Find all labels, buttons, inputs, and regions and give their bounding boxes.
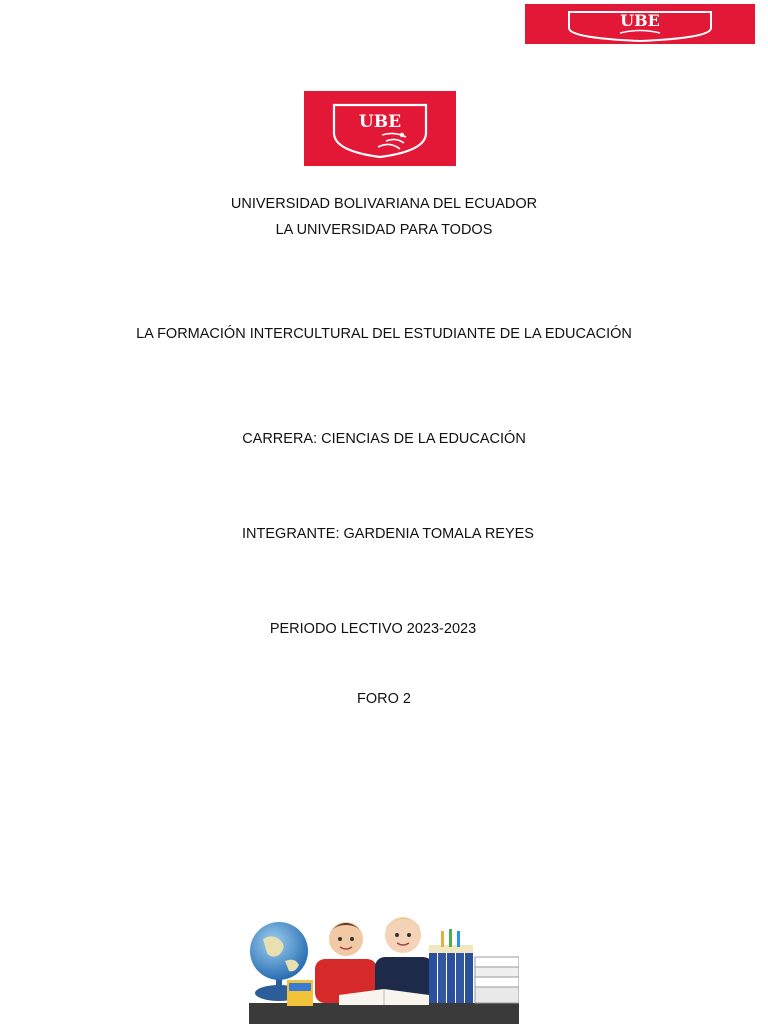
career-line: CARRERA: CIENCIAS DE LA EDUCACIÓN [242, 431, 526, 447]
university-name: UNIVERSIDAD BOLIVARIANA DEL ECUADOR [230, 196, 538, 212]
children-with-globe-and-books-photo [249, 873, 519, 1024]
member-line: INTEGRANTE: GARDENIA TOMALA REYES [242, 526, 534, 542]
ube-logo-icon [525, 4, 755, 44]
period-line: PERIODO LECTIVO 2023-2023 [269, 621, 477, 637]
svg-text:UBE: UBE [620, 11, 660, 30]
svg-text:UBE: UBE [358, 112, 402, 132]
ube-crest-icon [304, 91, 456, 166]
cover-photo-icon [249, 873, 519, 1024]
main-ube-logo [304, 91, 456, 166]
document-title: LA FORMACIÓN INTERCULTURAL DEL ESTUDIANTE DE LA EDUCACIÓN [136, 326, 632, 342]
header-ube-logo [525, 4, 755, 44]
assignment-line: FORO 2 [357, 691, 411, 707]
university-motto: LA UNIVERSIDAD PARA TODOS [275, 222, 493, 238]
